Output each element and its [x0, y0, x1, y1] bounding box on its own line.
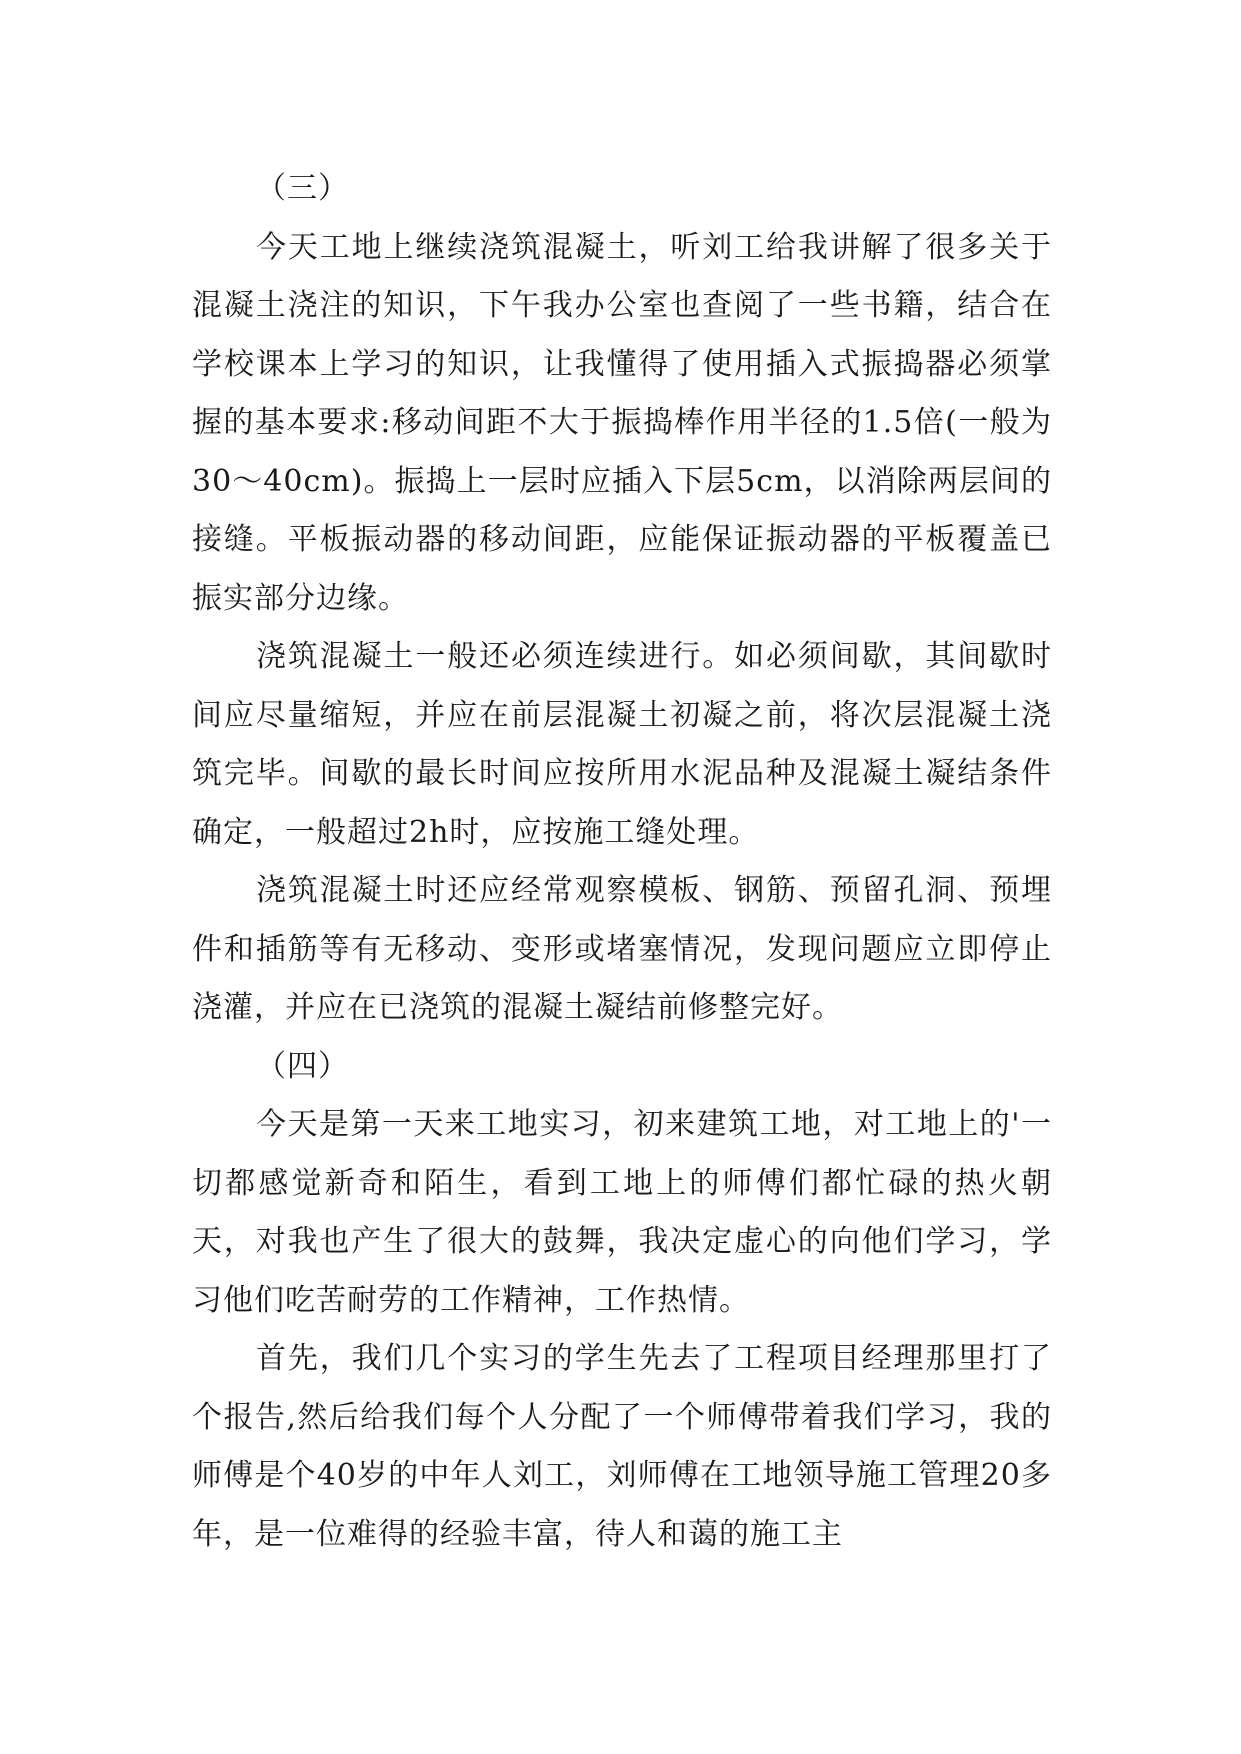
section-heading-3: （三）	[256, 171, 349, 206]
paragraph: 浇筑混凝土一般还必须连续进行。如必须间歇，其间歇时间应尽量缩短，并应在前层混凝土初凝之前，将次层混凝土浇筑完毕。间歇的最长时间应按所用水泥品种及混凝土凝结条件确定，一般超过2h时，应按施工缝处理。	[192, 639, 1052, 850]
paragraph: 首先，我们几个实习的学生先去了工程项目经理那里打了个报告,然后给我们每个人分配了一个师傅带着我们学习，我的师傅是个40岁的中年人刘工，刘师傅在工地领导施工管理20多年，是一位难得的经验丰富，待人和蔼的施工主	[192, 1341, 1052, 1552]
section-heading-4: （四）	[256, 1048, 349, 1084]
paragraph: 浇筑混凝土时还应经常观察模板、钢筋、预留孔洞、预埋件和插筋等有无移动、变形或堵塞情况，发现问题应立即停止浇灌，并应在已浇筑的混凝土凝结前修整完好。	[192, 873, 1052, 1025]
document-body	[192, 160, 1052, 1564]
paragraph: 今天是第一天来工地实习，初来建筑工地，对工地上的'一切都感觉新奇和陌生，看到工地上的师傅们都忙碌的热火朝天，对我也产生了很大的鼓舞，我决定虚心的向他们学习，学习他们吃苦耐劳的工作精神，工作热情。	[192, 1107, 1052, 1318]
paragraph: 今天工地上继续浇筑混凝土，听刘工给我讲解了很多关于混凝土浇注的知识，下午我办公室也查阅了一些书籍，结合在学校课本上学习的知识，让我懂得了使用插入式振捣器必须掌握的基本要求:移动间距不大于振捣棒作用半径的1.5倍(一般为30～40cm)。振捣上一层时应插入下层5cm，以消除两层间的接缝。平板振动器的移动间距，应能保证振动器的平板覆盖已振实部分边缘。	[192, 229, 1052, 616]
